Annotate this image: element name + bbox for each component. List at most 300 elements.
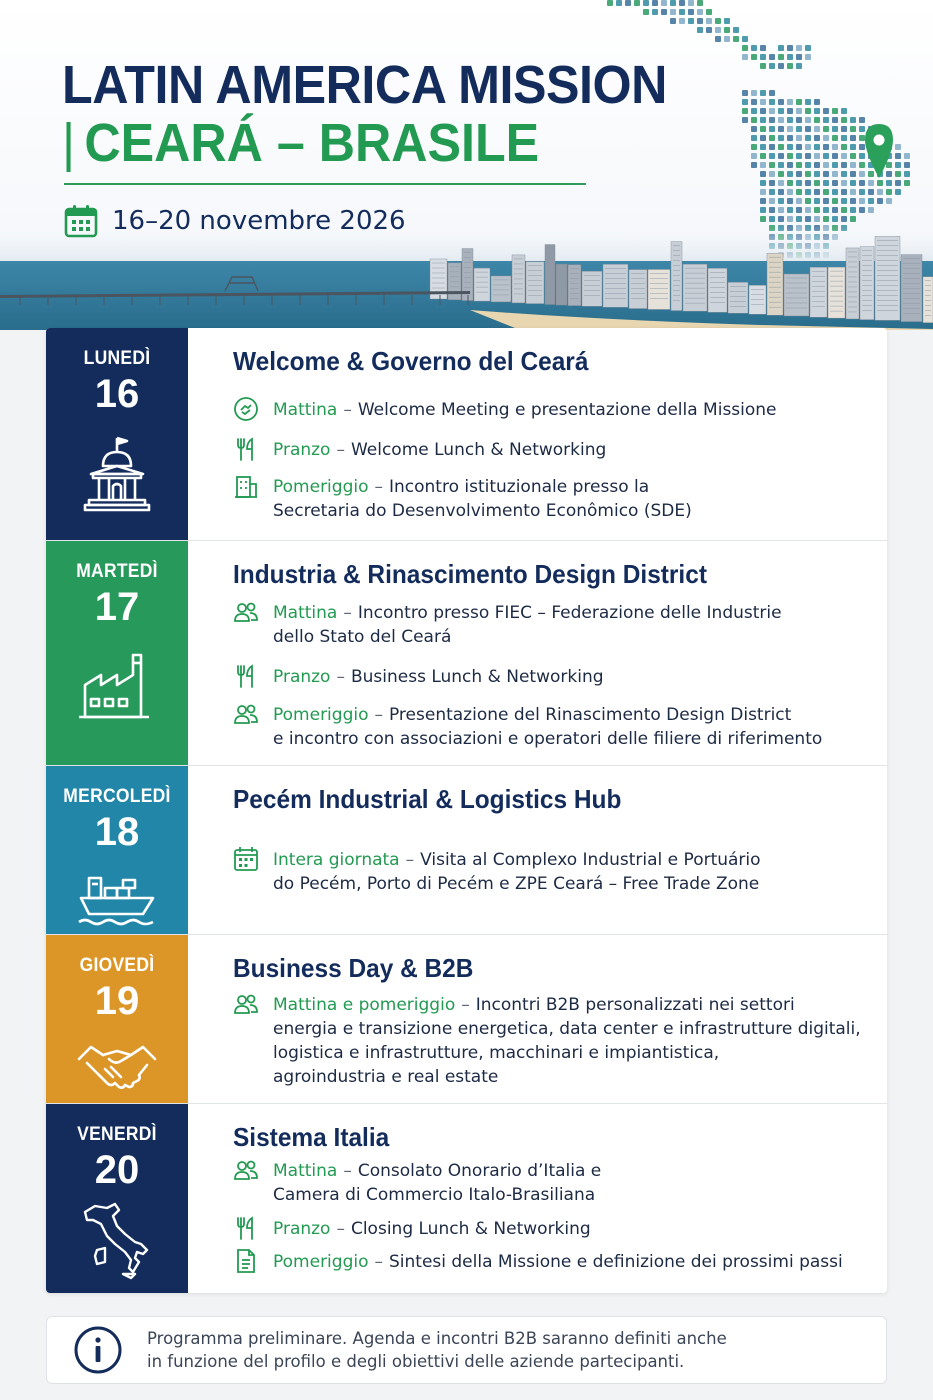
map-dot <box>877 180 883 186</box>
map-dot <box>778 108 784 114</box>
map-dot <box>850 153 856 159</box>
map-dot <box>841 171 847 177</box>
map-dot <box>841 108 847 114</box>
map-dot <box>796 117 802 123</box>
map-dot <box>805 108 811 114</box>
map-dot <box>760 135 766 141</box>
item-line: Consolato Onorario d’Italia e <box>357 1161 602 1181</box>
item-line: Camera di Commercio Italo-Brasiliana <box>273 1185 596 1205</box>
map-dot <box>841 162 847 168</box>
map-dot <box>877 198 883 204</box>
title-bar: | <box>62 113 76 173</box>
map-dot <box>760 198 766 204</box>
map-dot <box>625 0 631 6</box>
map-dot <box>814 180 820 186</box>
map-dot <box>805 180 811 186</box>
map-dot <box>841 126 847 132</box>
skyline-building <box>448 263 461 300</box>
map-dot <box>805 126 811 132</box>
map-dot <box>904 162 910 168</box>
map-dot <box>634 0 640 6</box>
map-dot <box>832 171 838 177</box>
office-building-icon <box>233 473 259 499</box>
agenda-item <box>233 601 782 649</box>
item-label: Intera giornata <box>273 850 400 870</box>
map-dot <box>814 99 820 105</box>
handshake-icon <box>77 1029 157 1109</box>
map-dot <box>679 18 685 24</box>
map-dot <box>787 135 793 141</box>
map-dot <box>841 135 847 141</box>
map-dot <box>787 207 793 213</box>
map-dot <box>715 27 721 33</box>
day-row-tuesday <box>46 541 887 766</box>
agenda-item-text: Mattina e pomeriggio – Incontri B2B personalizzati nei settori energia e transizione energetica, data center e infrastrutture digitali, logistica e infrastrutture, macchinari e impiantistica, agroindustria e real estate <box>273 995 861 1087</box>
map-dot <box>652 0 658 6</box>
map-dot <box>778 45 784 51</box>
map-dot <box>814 162 820 168</box>
map-dot <box>751 54 757 60</box>
map-dot <box>769 54 775 60</box>
map-dot <box>850 198 856 204</box>
map-dot <box>886 198 892 204</box>
map-dot <box>859 117 865 123</box>
map-dot <box>769 144 775 150</box>
date-row <box>64 204 406 238</box>
day-number: 17 <box>94 585 140 629</box>
map-dot <box>868 180 874 186</box>
map-dot <box>697 27 703 33</box>
map-dot <box>724 18 730 24</box>
map-dot <box>796 180 802 186</box>
note-line: Programma preliminare. Agenda e incontri B2B saranno definiti anche <box>147 1329 727 1348</box>
item-label: Pomeriggio <box>273 477 369 497</box>
item-label: Pomeriggio <box>273 1252 369 1272</box>
map-dot <box>769 216 775 222</box>
map-dot <box>868 189 874 195</box>
map-dot <box>706 27 712 33</box>
map-dot <box>787 144 793 150</box>
map-dot <box>769 126 775 132</box>
map-dot <box>787 189 793 195</box>
map-dot <box>778 189 784 195</box>
map-dot <box>697 0 703 6</box>
government-building-icon <box>77 434 157 514</box>
map-dot <box>760 63 766 69</box>
map-dot <box>805 153 811 159</box>
map-dot <box>796 63 802 69</box>
factory-icon <box>77 645 157 725</box>
item-line: Welcome Lunch & Networking <box>350 440 607 460</box>
item-line: energia e transizione energetica, data center e infrastrutture digitali, <box>273 1019 861 1039</box>
map-dot <box>787 216 793 222</box>
agenda-item <box>233 1217 591 1241</box>
map-dot <box>859 162 865 168</box>
map-dot <box>823 135 829 141</box>
map-dot <box>760 45 766 51</box>
map-dot <box>904 153 910 159</box>
map-dot <box>886 189 892 195</box>
map-dot <box>904 171 910 177</box>
map-dot <box>832 117 838 123</box>
map-dot <box>823 153 829 159</box>
day-row-monday <box>46 328 887 541</box>
map-dot <box>742 117 748 123</box>
skyline-building <box>846 248 859 319</box>
handshake-circle-icon <box>233 396 259 422</box>
item-line: Incontro istituzionale presso la <box>388 477 650 497</box>
map-dot <box>805 99 811 105</box>
item-line: agroindustria e real estate <box>273 1067 499 1087</box>
map-dot <box>769 99 775 105</box>
map-dot <box>760 171 766 177</box>
map-dot <box>652 9 658 15</box>
map-dot <box>823 108 829 114</box>
page-subtitle <box>62 112 539 174</box>
map-dot <box>814 117 820 123</box>
cargo-ship-icon <box>77 860 157 940</box>
day-title: Business Day & B2B <box>233 953 474 983</box>
map-dot <box>859 180 865 186</box>
agenda-item <box>233 1159 601 1207</box>
map-dot <box>688 9 694 15</box>
map-dot <box>778 162 784 168</box>
map-dot <box>859 135 865 141</box>
map-dot <box>796 99 802 105</box>
map-dot <box>814 126 820 132</box>
skyline-building <box>603 264 628 307</box>
map-dot <box>679 0 685 6</box>
map-dot <box>688 0 694 6</box>
mission-dates: 16–20 novembre 2026 <box>112 206 406 236</box>
map-dot <box>787 99 793 105</box>
map-dot <box>760 153 766 159</box>
fork-knife-icon <box>233 663 259 689</box>
map-dot <box>796 126 802 132</box>
day-badge <box>46 766 188 934</box>
agenda-item <box>233 438 606 462</box>
map-dot <box>859 207 865 213</box>
map-dot <box>796 45 802 51</box>
map-dot <box>769 207 775 213</box>
map-dot <box>751 126 757 132</box>
map-dot <box>895 162 901 168</box>
agenda-item <box>233 848 761 896</box>
map-dot <box>787 153 793 159</box>
map-dot <box>832 144 838 150</box>
map-dot <box>859 153 865 159</box>
map-dot <box>787 198 793 204</box>
agenda-item-text: Pomeriggio – Presentazione del Rinascimento Design District e incontro con associazioni e operatori delle filiere di riferimento <box>273 705 823 749</box>
agenda-item-text: Pranzo – Welcome Lunch & Networking <box>273 440 607 460</box>
map-dot <box>832 135 838 141</box>
map-dot <box>805 54 811 60</box>
map-dot <box>760 90 766 96</box>
map-dot <box>760 180 766 186</box>
map-dot <box>643 0 649 6</box>
item-label: Mattina e pomeriggio <box>273 995 456 1015</box>
people-icon <box>233 599 259 625</box>
map-dot <box>742 45 748 51</box>
map-dot <box>832 189 838 195</box>
map-dot <box>769 90 775 96</box>
map-dot <box>661 9 667 15</box>
day-badge <box>46 328 188 540</box>
map-dot <box>832 126 838 132</box>
item-line: Incontro presso FIEC – Federazione delle Industrie <box>357 603 782 623</box>
skyline-building <box>860 247 874 320</box>
map-dot <box>769 135 775 141</box>
day-title: Industria & Rinascimento Design District <box>233 559 707 589</box>
day-content <box>188 935 887 1103</box>
agenda-item-text: Pomeriggio – Incontro istituzionale presso la Secretaria do Desenvolvimento Econômico (SDE) <box>273 477 692 521</box>
map-dot <box>823 216 829 222</box>
map-dot <box>778 180 784 186</box>
map-dot <box>805 171 811 177</box>
map-dot <box>796 198 802 204</box>
map-dot <box>733 27 739 33</box>
map-dot <box>697 18 703 24</box>
map-dot <box>823 171 829 177</box>
item-label: Mattina <box>273 1161 338 1181</box>
map-dot <box>814 108 820 114</box>
item-line: Business Lunch & Networking <box>350 667 604 687</box>
map-dot <box>823 180 829 186</box>
map-dot <box>832 153 838 159</box>
map-dot <box>814 153 820 159</box>
map-dot <box>661 0 667 6</box>
map-dot <box>769 108 775 114</box>
map-dot <box>841 180 847 186</box>
map-dot <box>841 216 847 222</box>
item-line: Welcome Meeting e presentazione della Missione <box>357 400 777 420</box>
day-row-friday <box>46 1104 887 1293</box>
day-title: Sistema Italia <box>233 1122 390 1152</box>
map-dot <box>796 54 802 60</box>
map-dot <box>823 198 829 204</box>
skyline-building <box>474 268 490 301</box>
map-dot <box>742 54 748 60</box>
header <box>0 0 933 330</box>
map-dot <box>697 9 703 15</box>
skyline-building <box>629 270 647 309</box>
map-dot <box>742 36 748 42</box>
agenda-item <box>233 665 604 689</box>
agenda-item-text: Pranzo – Closing Lunch & Networking <box>273 1219 591 1239</box>
map-dot <box>796 189 802 195</box>
map-dot <box>787 126 793 132</box>
item-label: Pranzo <box>273 667 331 687</box>
skyline-building <box>671 242 682 311</box>
document-icon <box>233 1248 259 1274</box>
map-dot <box>778 99 784 105</box>
map-dot <box>751 135 757 141</box>
map-dot <box>823 117 829 123</box>
map-dot <box>814 198 820 204</box>
map-dot <box>760 117 766 123</box>
map-dot <box>805 198 811 204</box>
day-title: Welcome & Governo del Ceará <box>233 346 589 376</box>
map-dot <box>787 63 793 69</box>
map-dot <box>895 189 901 195</box>
map-dot <box>886 171 892 177</box>
map-dot <box>787 45 793 51</box>
skyline-building <box>767 253 783 315</box>
skyline-building <box>582 271 602 306</box>
map-dot <box>805 207 811 213</box>
map-dot <box>796 216 802 222</box>
map-dot <box>760 144 766 150</box>
map-dot <box>787 180 793 186</box>
map-dot <box>796 153 802 159</box>
map-dot <box>868 171 874 177</box>
map-dot <box>742 99 748 105</box>
agenda-item <box>233 1250 843 1274</box>
map-dot <box>778 207 784 213</box>
map-dot <box>895 144 901 150</box>
item-label: Pranzo <box>273 1219 331 1239</box>
people-icon <box>233 701 259 727</box>
skyline-building <box>526 262 544 304</box>
map-dot <box>805 189 811 195</box>
map-dot <box>751 45 757 51</box>
map-dot <box>814 171 820 177</box>
map-dot <box>769 180 775 186</box>
fork-knife-icon <box>233 1215 259 1241</box>
map-dot <box>769 162 775 168</box>
map-dot <box>769 189 775 195</box>
map-dot <box>715 36 721 42</box>
map-dot <box>778 135 784 141</box>
item-label: Mattina <box>273 603 338 623</box>
map-dot <box>850 180 856 186</box>
item-label: Mattina <box>273 400 338 420</box>
map-dot <box>814 144 820 150</box>
day-name: VENERDÌ <box>77 1124 157 1145</box>
day-number: 19 <box>94 979 140 1023</box>
day-title: Pecém Industrial & Logistics Hub <box>233 784 622 814</box>
skyline-building <box>708 268 727 312</box>
map-dot <box>760 189 766 195</box>
map-dot <box>670 9 676 15</box>
map-dot <box>814 207 820 213</box>
page-title: LATIN AMERICA MISSION <box>62 55 667 115</box>
map-dot <box>796 207 802 213</box>
map-dot <box>823 144 829 150</box>
map-dot <box>886 162 892 168</box>
map-dot <box>778 144 784 150</box>
agenda-table <box>46 328 887 1293</box>
map-dot <box>760 126 766 132</box>
map-dot <box>814 135 820 141</box>
skyline-building <box>648 269 670 309</box>
map-dot <box>679 9 685 15</box>
map-dot <box>859 171 865 177</box>
map-dot <box>796 108 802 114</box>
map-dot <box>751 90 757 96</box>
agenda-item <box>233 398 777 422</box>
map-dot <box>850 216 856 222</box>
map-dot <box>850 135 856 141</box>
map-dot <box>841 117 847 123</box>
day-name: LUNEDÌ <box>83 348 151 369</box>
map-dot <box>814 216 820 222</box>
map-dot <box>751 162 757 168</box>
agenda-item <box>233 993 861 1089</box>
people-icon <box>233 1157 259 1183</box>
map-dot <box>895 180 901 186</box>
item-line: Sintesi della Missione e definizione dei prossimi passi <box>388 1252 843 1272</box>
day-number: 16 <box>94 372 140 416</box>
map-dot <box>787 108 793 114</box>
disclaimer-note <box>46 1316 887 1384</box>
agenda-item-text: Intera giornata – Visita al Complexo Industrial e Portuário do Pecém, Porto di Pecém e ZPE Ceará – Free Trade Zone <box>273 850 761 894</box>
map-dot <box>769 117 775 123</box>
day-content <box>188 541 887 765</box>
day-name: MERCOLEDÌ <box>63 786 171 807</box>
map-dot <box>715 18 721 24</box>
agenda-item-text: Pranzo – Business Lunch & Networking <box>273 667 604 687</box>
calendar-icon <box>64 204 98 238</box>
map-dot <box>760 162 766 168</box>
map-dot <box>751 144 757 150</box>
map-dot <box>850 189 856 195</box>
day-name: GIOVEDÌ <box>79 955 155 976</box>
fork-knife-icon <box>233 436 259 462</box>
map-dot <box>796 162 802 168</box>
italy-map-icon <box>77 1200 157 1280</box>
day-content <box>188 328 887 540</box>
map-dot <box>796 135 802 141</box>
map-dot <box>877 189 883 195</box>
agenda-item-text: Mattina – Incontro presso FIEC – Federazione delle Industrie dello Stato del Ceará <box>273 603 782 647</box>
map-dot <box>841 189 847 195</box>
calendar-icon <box>233 846 259 872</box>
map-dot <box>760 216 766 222</box>
item-line: e incontro con associazioni e operatori delle filiere di riferimento <box>273 729 823 749</box>
day-badge <box>46 1104 188 1293</box>
map-dot <box>760 108 766 114</box>
day-row-wednesday <box>46 766 887 935</box>
map-dot <box>895 171 901 177</box>
map-dot <box>805 117 811 123</box>
map-dot <box>850 162 856 168</box>
day-badge <box>46 935 188 1103</box>
map-dot <box>823 162 829 168</box>
skyline-building <box>810 267 827 317</box>
item-line: Secretaria do Desenvolvimento Econômico (SDE) <box>273 501 692 521</box>
map-dot <box>868 198 874 204</box>
map-dot <box>841 207 847 213</box>
map-dot <box>670 0 676 6</box>
map-dot <box>823 189 829 195</box>
map-dot <box>778 54 784 60</box>
map-dot <box>796 144 802 150</box>
map-dot <box>769 198 775 204</box>
map-dot <box>859 198 865 204</box>
map-dot <box>751 153 757 159</box>
item-label: Pranzo <box>273 440 331 460</box>
map-dot <box>832 162 838 168</box>
day-number: 20 <box>94 1148 140 1192</box>
map-dot <box>616 0 622 6</box>
map-dot <box>832 216 838 222</box>
skyline-building <box>901 255 922 322</box>
map-dot <box>769 171 775 177</box>
fortaleza-skyline-illustration <box>0 225 933 330</box>
map-dot <box>607 0 613 6</box>
item-line: logistica e infrastrutture, macchinari e impiantistica, <box>273 1043 720 1063</box>
